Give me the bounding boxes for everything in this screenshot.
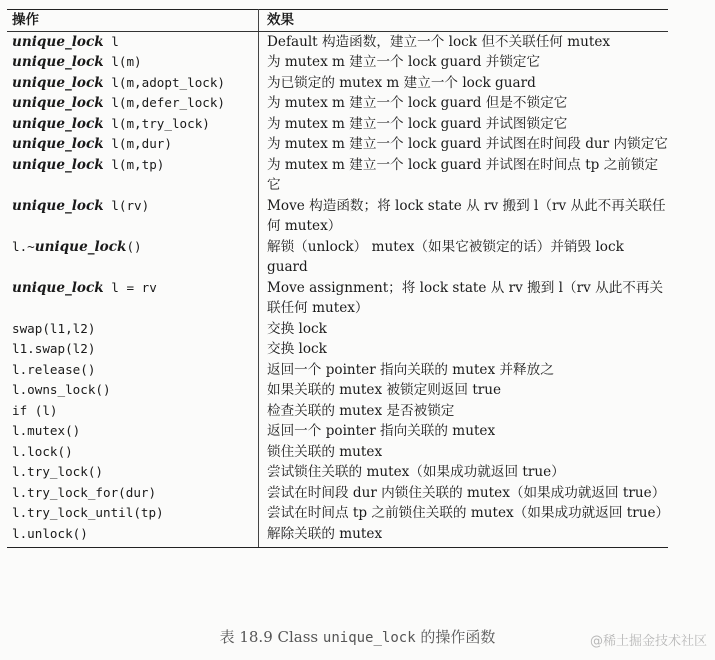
effect-cell: Default 构造函数，建立一个 lock 但不关联任何 mutex (267, 33, 611, 50)
operation-cell (7, 524, 259, 548)
operation-segment: unique_lock (12, 197, 104, 214)
table-row (7, 339, 668, 360)
operation-segment: unique_lock (12, 54, 104, 70)
effect-cell: 检查关联的 mutex 是否被锁定 (267, 402, 455, 419)
operation-cell (7, 380, 259, 401)
effect-cell: 为 mutex m 建立一个 lock guard 并试图在时间点 tp 之前锁定它 (267, 156, 659, 193)
table-row (7, 483, 668, 504)
effect-cell: 为 mutex m 建立一个 lock guard 并锁定它 (267, 54, 541, 70)
table-body (7, 31, 668, 548)
operation-segment: l.try_lock_until(tp) (12, 505, 164, 520)
effect-cell: 尝试在时间段 dur 内锁住关联的 mutex（如果成功就返回 true） (267, 484, 666, 501)
table-row (7, 278, 668, 319)
operation-segment: swap(l1,l2) (12, 320, 96, 336)
operation-cell (7, 196, 259, 237)
table-row (7, 93, 668, 114)
table-row (7, 196, 668, 237)
effect-cell: 为 mutex m 建立一个 lock guard 但是不锁定它 (267, 95, 568, 111)
operation-cell (7, 114, 259, 135)
table-row (7, 442, 668, 463)
table-row (7, 237, 668, 278)
table-row (7, 114, 668, 135)
table-row (7, 360, 668, 381)
operation-cell (7, 155, 259, 196)
table-row (7, 380, 668, 401)
table-row (7, 134, 668, 155)
operation-segment: unique_lock (12, 74, 104, 91)
operation-segment: unique_lock (12, 33, 104, 50)
table-row (7, 462, 668, 483)
effect-cell: 交换 lock (267, 341, 327, 357)
effect-cell: 尝试在时间点 tp 之前锁住关联的 mutex（如果成功就返回 true） (267, 505, 670, 521)
operation-cell (7, 93, 259, 114)
operation-cell (7, 73, 259, 94)
table-row (7, 73, 668, 94)
operation-cell (7, 483, 259, 504)
operation-cell (7, 503, 259, 524)
table-row (7, 31, 668, 52)
operation-segment: l.lock() (12, 443, 73, 459)
table-row (7, 421, 668, 442)
effect-cell: 返回一个 pointer 指向关联的 mutex 并释放之 (267, 361, 554, 378)
operation-segment: l (103, 33, 119, 49)
operation-segment: l(m,try_lock) (103, 115, 210, 131)
operation-segment: l.try_lock_for(dur) (12, 484, 157, 500)
operation-cell (7, 319, 259, 340)
table-row (7, 401, 668, 422)
operation-segment: l.unlock() (12, 525, 88, 541)
table-row (7, 524, 668, 548)
effect-cell: 锁住关联的 mutex (267, 443, 383, 460)
operation-segment: l(rv) (103, 197, 150, 213)
operation-segment: unique_lock (12, 95, 104, 111)
effect-cell: 为 mutex m 建立一个 lock guard 并试图锁定它 (267, 115, 568, 132)
operation-cell (7, 31, 259, 52)
header-operation: 操作 (7, 10, 259, 32)
operation-segment: if (l) (12, 402, 58, 418)
operation-segment: unique_lock (12, 156, 104, 173)
operation-segment: l.mutex() (12, 423, 81, 438)
operation-cell (7, 462, 259, 483)
effect-cell: 为已锁定的 mutex m 建立一个 lock guard (267, 74, 536, 91)
operation-segment: l1.swap(l2) (12, 341, 96, 356)
effect-cell: Move assignment；将 lock state 从 rv 搬到 l（rv 从此不再关联任何 mutex） (267, 279, 664, 316)
operation-segment: l.owns_lock() (12, 382, 111, 397)
operation-segment: l(m,dur) (103, 136, 172, 151)
effect-cell: Move 构造函数；将 lock state 从 rv 搬到 l（rv 从此不再关联任何 mutex） (267, 197, 666, 234)
operation-segment: () (126, 238, 142, 254)
table-row (7, 155, 668, 196)
operation-cell (7, 360, 259, 381)
caption-code: unique_lock (322, 630, 416, 646)
unique-lock-operations-table (7, 9, 668, 548)
effect-cell: 返回一个 pointer 指向关联的 mutex (267, 423, 496, 439)
table-row (7, 503, 668, 524)
effect-cell: 如果关联的 mutex 被锁定则返回 true (267, 382, 502, 398)
operation-segment: l(m,defer_lock) (103, 95, 226, 110)
effect-cell: 为 mutex m 建立一个 lock guard 并试图在时间段 dur 内锁定它 (267, 136, 668, 152)
effect-cell: 尝试锁住关联的 mutex（如果成功就返回 true） (267, 464, 565, 480)
operation-segment: unique_lock (34, 238, 127, 255)
operation-segment: l.try_lock() (12, 464, 103, 479)
caption-suffix: 的操作函数 (415, 628, 496, 646)
caption-prefix: 表 18.9 Class (219, 628, 323, 646)
operation-cell (7, 442, 259, 463)
effect-cell: 解除关联的 mutex (259, 524, 669, 548)
operation-segment: l.release() (12, 361, 96, 377)
operation-cell (7, 134, 259, 155)
operation-segment: l.~ (12, 238, 35, 254)
effect-cell: 解锁（unlock） mutex（如果它被锁定的话）并销毁 lock guard (267, 238, 624, 275)
table-row (7, 52, 668, 73)
operation-cell (7, 278, 259, 319)
operation-segment: l(m,tp) (103, 156, 165, 172)
operation-segment: l(m) (103, 54, 142, 69)
operation-cell (7, 339, 259, 360)
table-header-row (7, 10, 668, 32)
operation-segment: unique_lock (12, 279, 104, 296)
operation-cell (7, 52, 259, 73)
header-effect: 效果 (259, 10, 669, 32)
operation-cell (7, 237, 259, 278)
table-row (7, 319, 668, 340)
operations-table-container (7, 9, 668, 548)
operation-cell (7, 421, 259, 442)
operation-cell (7, 401, 259, 422)
effect-cell: 交换 lock (267, 320, 327, 337)
watermark-text: @稀土掘金技术社区 (589, 634, 707, 649)
operation-segment: l(m,adopt_lock) (103, 74, 226, 90)
operation-segment: l = rv (103, 279, 157, 295)
operation-segment: unique_lock (12, 136, 104, 152)
operation-segment: unique_lock (12, 115, 104, 132)
